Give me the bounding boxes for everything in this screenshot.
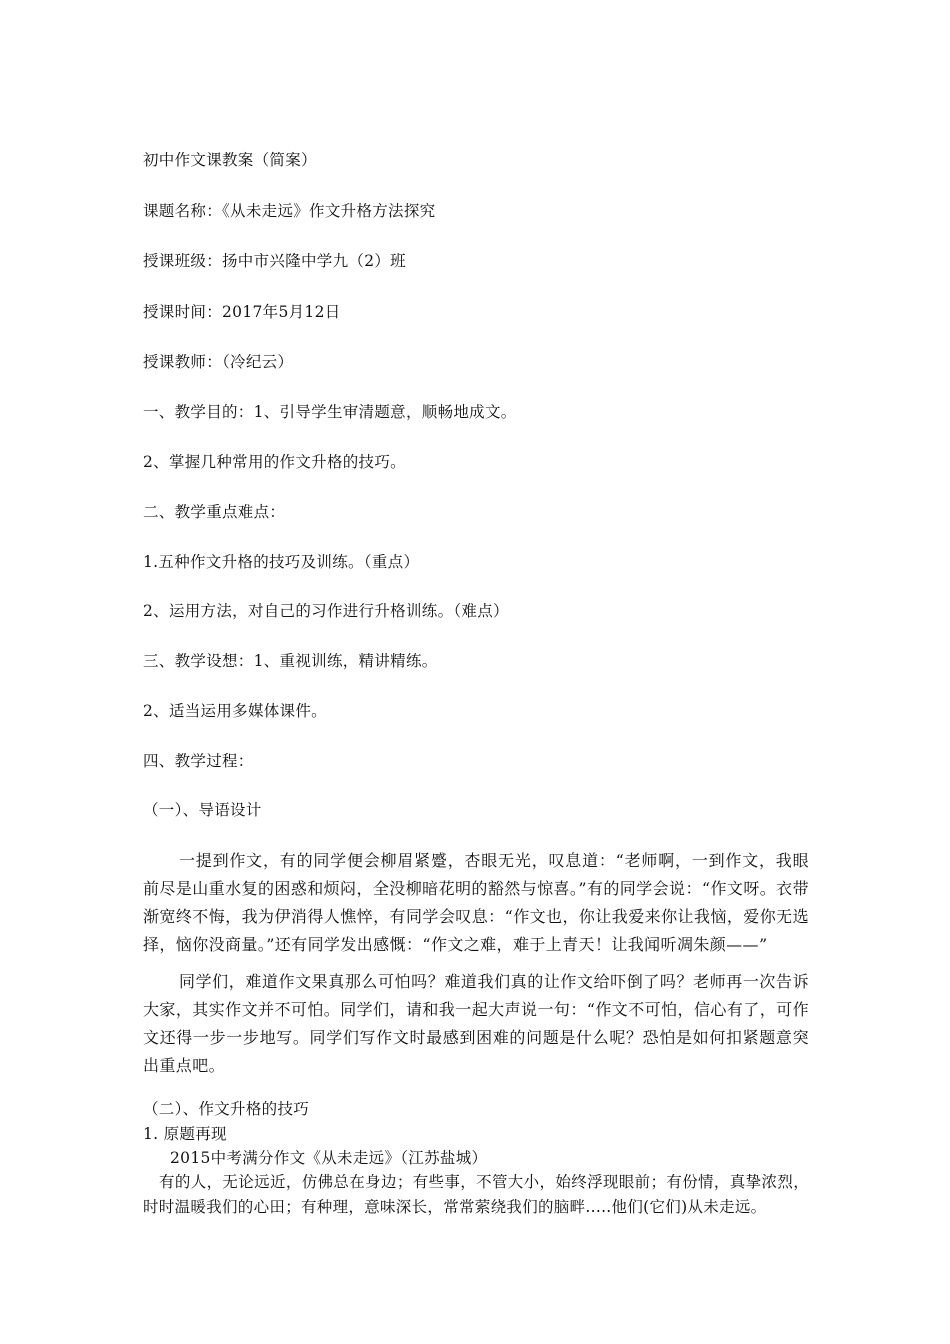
idea-item-1: 三、教学设想：1、重视训练，精讲精练。: [143, 652, 438, 670]
key-point-1: 1.五种作文升格的技巧及训练。（重点）: [143, 553, 420, 571]
goal-item-1: 一、教学目的：1、引导学生审清题意，顺畅地成文。: [143, 403, 517, 421]
prompt-paragraph: 有的人，无论远近，仿佛总在身边；有些事，不管大小，始终浮现眼前；有份情，真挚浓烈，时时温暖我们的心田；有种理，意味深长，常常萦绕我们的脑畔.....他们(它们)从未走远。: [143, 1173, 809, 1216]
lesson-teacher: 授课教师：（冷纪云）: [143, 353, 294, 371]
lesson-topic: 课题名称：《从未走远》作文升格方法探究: [143, 202, 436, 220]
process-heading: 四、教学过程：: [143, 752, 254, 770]
lesson-time: 授课时间：2017年5月12日: [143, 303, 341, 321]
idea-item-2: 2、适当运用多媒体课件。: [143, 702, 327, 720]
item-1-heading: 1. 原题再现: [143, 1125, 227, 1143]
section-2-heading: （二）、作文升格的技巧: [143, 1100, 310, 1118]
source-line: 2015中考满分作文《从未走远》（江苏盐城）: [170, 1149, 488, 1167]
lesson-class: 授课班级：扬中市兴隆中学九（2）班: [143, 252, 406, 270]
section-1-paragraph-1: 一提到作文，有的同学便会柳眉紧蹙，杏眼无光，叹息道：“老师啊，一到作文，我眼前尽是山重水复的困惑和烦闷，全没柳暗花明的豁然与惊喜。”有的同学会说：“作文呀。衣带渐宽终不悔，我为伊消得人憔悴，有同学会叹息：“作文也，你让我爱来你让我恼，爱你无选择，恼你没商量。”还有同学发出感慨：“作文之难，难于上青天！让我闻听凋朱颜——”: [143, 851, 809, 954]
key-point-2: 2、运用方法，对自己的习作进行升格训练。（难点）: [143, 602, 509, 620]
document-title: 初中作文课教案（简案）: [143, 151, 317, 169]
section-1-heading: （一）、导语设计: [143, 801, 262, 819]
key-points-heading: 二、教学重点难点：: [143, 503, 286, 521]
section-1-paragraph-2: 同学们，难道作文果真那么可怕吗？难道我们真的让作文给吓倒了吗？老师再一次告诉大家，其实作文并不可怕。同学们，请和我一起大声说一句：“作文不可怕，信心有了，可作文还得一步一步地写。同学们写作文时最感到困难的问题是什么呢？恐怕是如何扣紧题意突出重点吧。: [143, 972, 809, 1075]
goal-item-2: 2、掌握几种常用的作文升格的技巧。: [143, 453, 406, 471]
